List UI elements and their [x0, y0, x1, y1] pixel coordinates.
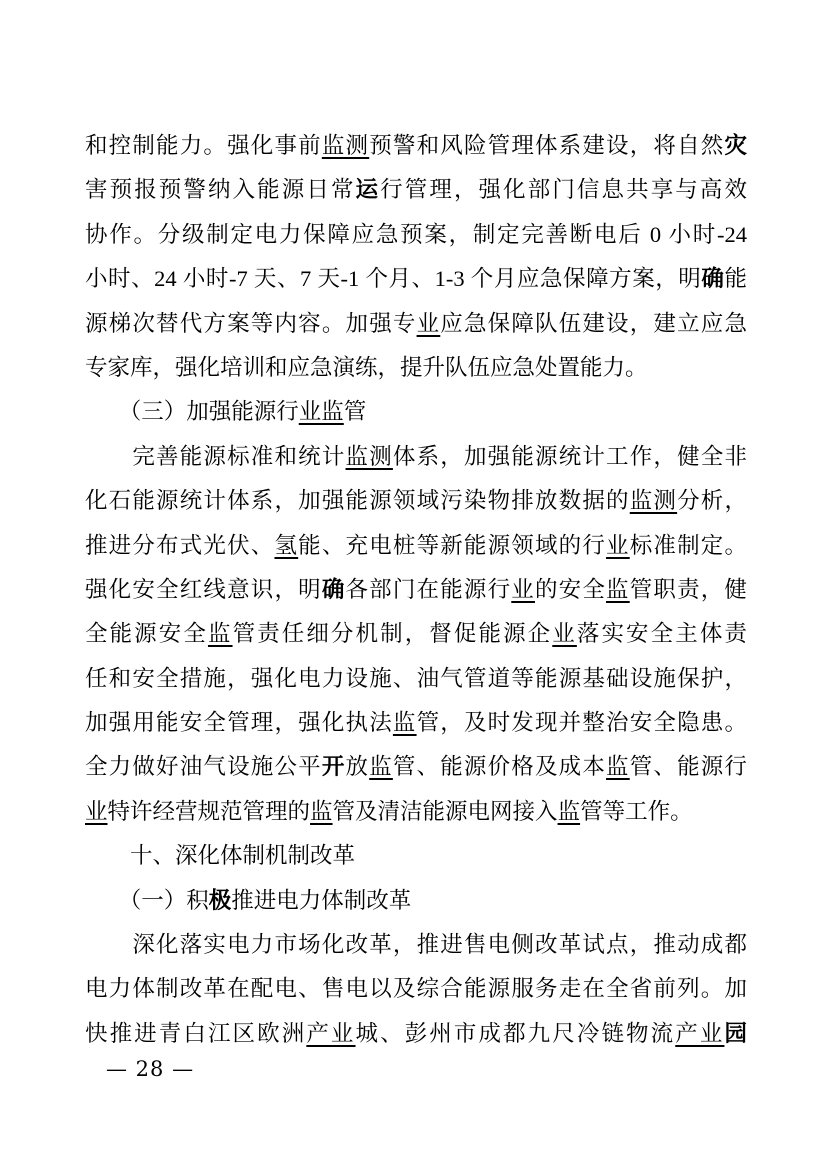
text-segment: 个月、 [359, 266, 435, 292]
underlined-text: 监 [207, 621, 233, 647]
text-segment: 推进电力体制改革 [231, 887, 412, 913]
text-line [85, 1012, 747, 1056]
text-line [85, 168, 747, 212]
text-segment: （一）积 [85, 887, 209, 913]
text-segment: 管 [343, 399, 367, 425]
text-segment: 快推进青白江区欧洲 [85, 1020, 307, 1046]
underlined-text: 监 [369, 754, 393, 780]
text-segment: 体系，加强能源统计工作，健全非 [392, 443, 747, 469]
text-segment: 预警和风险管理体系建设，将自然 [369, 133, 725, 158]
underlined-text: 氢 [274, 532, 299, 558]
text-segment: 小时 [176, 266, 229, 292]
underlined-text: 业 [606, 532, 630, 558]
text-segment: 城、彭州市成都九尺冷链物流 [355, 1020, 676, 1046]
text-segment: 能 [724, 266, 747, 292]
text-segment: 放 [345, 754, 370, 780]
page-number-footer: — 28 — [106, 1057, 195, 1081]
text-line [85, 923, 747, 967]
text-line [85, 124, 747, 168]
underlined-text: 监 [310, 798, 333, 824]
bold-text: 确 [321, 576, 346, 602]
text-segment: 管，及时发现并整治安全隐患。 [416, 710, 747, 736]
text-segment: 0 [649, 221, 662, 247]
text-segment: 应急保障队伍建设，建立应急 [440, 310, 747, 336]
text-segment: 小时 [661, 221, 717, 247]
text-line [85, 745, 747, 789]
text-segment: 电力体制改革在配电、售电以及综合能源服务走在全省前列。加 [85, 976, 747, 1002]
text-segment: 1-3 [434, 266, 465, 292]
text-segment: 化石能源统计体系，加强能源领域污染物排放数据的 [85, 488, 630, 514]
text-segment: 个月应急保障方案，明 [464, 266, 702, 292]
text-segment: 完善能源标准和统计 [85, 443, 346, 469]
text-line [85, 834, 747, 878]
text-line [85, 967, 747, 1011]
document-page [85, 124, 747, 1056]
text-line [85, 790, 747, 834]
text-segment: 各部门在能源行 [345, 576, 512, 602]
bold-text: 确 [701, 266, 725, 292]
underlined-text: 业 [511, 576, 535, 602]
text-line [85, 879, 747, 923]
text-segment: 特许经营规范管理的 [107, 798, 311, 824]
underlined-text: 监 [606, 754, 630, 780]
text-segment: 管等工作。 [580, 798, 693, 824]
text-segment: -7 [228, 266, 248, 292]
text-segment: 分析， [677, 488, 747, 514]
text-segment: 的安全 [534, 576, 607, 602]
underlined-text: 监 [392, 710, 417, 736]
text-segment: 加强用能安全管理，强化执法 [85, 710, 393, 736]
text-segment: 落实安全主体责 [576, 621, 747, 647]
underlined-text: 监 [557, 798, 581, 824]
text-segment: -1 [340, 266, 360, 292]
text-segment: 十、深化体制机制改革 [85, 843, 356, 869]
text-segment: 管、能源价格及成本 [392, 754, 607, 780]
text-line [85, 479, 747, 523]
underlined-text: 业 [552, 621, 577, 647]
underlined-text: 业 [85, 798, 108, 824]
text-segment: 小时、 [85, 266, 155, 292]
text-line [85, 346, 747, 390]
text-line [85, 612, 747, 656]
bold-text: 灾 [724, 133, 747, 158]
text-segment: 协作。分级制定电力保障应急预案，制定完善断电后 [85, 221, 650, 247]
text-line [85, 302, 747, 346]
text-segment: 深化落实电力市场化改革，推进售电侧改革试点，推动成都 [85, 932, 747, 958]
text-segment: 专家库，强化培训和应急演练，提升队伍应急处置能力。 [85, 354, 648, 380]
text-segment: 标准制定。 [629, 532, 747, 558]
text-segment: 推进分布式光伏、 [85, 532, 275, 558]
text-segment: 7 [300, 266, 312, 292]
text-segment: 全能源安全 [85, 621, 208, 647]
text-segment: 强化安全红线意识，明 [85, 576, 322, 602]
text-line [85, 390, 747, 434]
text-line [85, 701, 747, 745]
text-line [85, 435, 747, 479]
text-segment: -24 [717, 221, 747, 247]
bold-text: 运 [355, 177, 381, 203]
bold-text: 开 [321, 754, 346, 780]
text-segment: 管责任细分机制，督促能源企 [232, 621, 553, 647]
text-line [85, 257, 747, 301]
bold-text: 极 [208, 887, 232, 913]
text-segment: 天 [311, 266, 341, 292]
text-segment: 管、能源行 [629, 754, 747, 780]
text-segment: 全力做好油气设施公平 [85, 754, 322, 780]
text-segment: 源梯次替代方案等内容。加强专 [85, 310, 417, 336]
document-body [85, 124, 747, 1056]
text-line [85, 524, 747, 568]
text-line [85, 213, 747, 257]
underlined-text: 监测 [345, 443, 393, 469]
underlined-text: 监 [606, 576, 630, 602]
text-segment: 管及清洁能源电网接入 [332, 798, 558, 824]
text-line [85, 568, 747, 612]
underlined-text: 监测 [629, 488, 678, 514]
text-segment: （三）加强能源行 [85, 399, 299, 425]
text-segment: 24 [154, 266, 177, 292]
underlined-text: 业监 [298, 399, 344, 425]
underlined-text: 监测 [321, 133, 370, 158]
text-segment: 和控制能力。强化事前 [85, 133, 322, 158]
bold-text: 园 [724, 1020, 747, 1046]
text-segment: 行管理，强化部门信息共享与高效 [380, 177, 747, 203]
text-segment: 害预报预警纳入能源日常 [85, 177, 356, 203]
text-line [85, 657, 747, 701]
text-segment: 天、 [247, 266, 301, 292]
text-segment: 能、充电桩等新能源领域的行 [298, 532, 607, 558]
underlined-text: 业 [416, 310, 441, 336]
underlined-text: 产业 [675, 1020, 725, 1046]
underlined-text: 产业 [306, 1020, 356, 1046]
text-segment: 任和安全措施，强化电力设施、油气管道等能源基础设施保护， [85, 665, 747, 691]
text-segment: 管职责，健 [629, 576, 747, 602]
